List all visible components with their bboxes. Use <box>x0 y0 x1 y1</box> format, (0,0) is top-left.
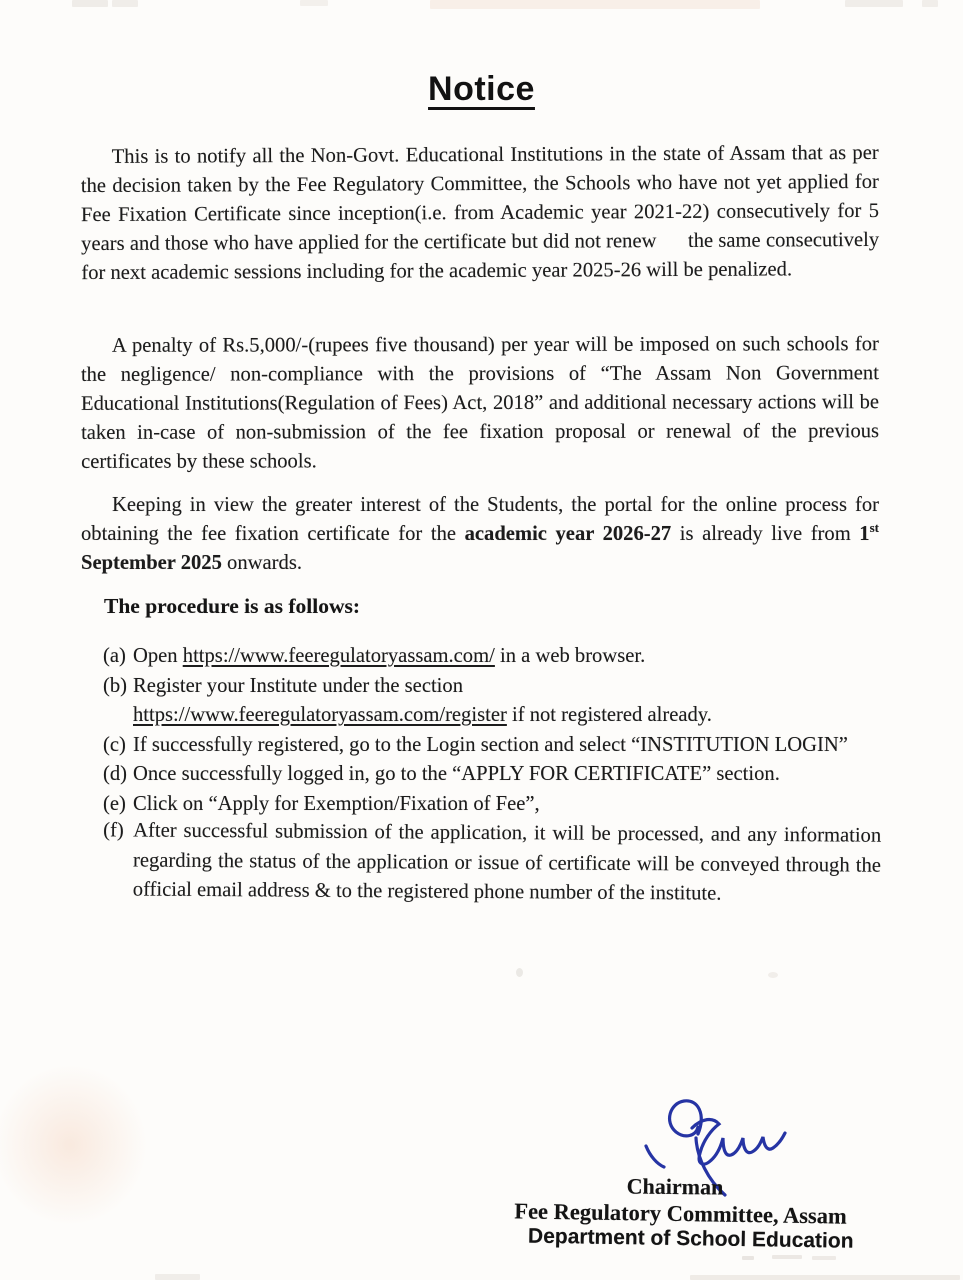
step-item-f <box>103 816 882 910</box>
step-a-pre: Open <box>133 645 183 667</box>
url-link-portal[interactable]: https://www.feeregulatoryassam.com/ <box>182 645 495 667</box>
step-text: After successful submission of the application, it will be processed, and any information regarding the status of the application or issue of certificate will be conveyed through the official email address & to the registered phone number of the institute. <box>132 819 882 905</box>
step-b-post: if not registered already. <box>506 704 712 726</box>
scan-edge-artifact <box>845 0 903 7</box>
scan-edge-artifact <box>72 0 108 7</box>
step-a-post: in a web browser. <box>494 645 646 667</box>
para3-bold-date-num: 1 <box>859 523 870 545</box>
procedure-heading: The procedure is as follows: <box>104 594 361 618</box>
para3-text-1: Keeping in view the greater interest of the Students, the portal for the online process for obtaining the fee fixation certificate for the <box>81 494 879 545</box>
signature-loop-stroke <box>670 1101 702 1136</box>
scan-edge-artifact <box>112 0 138 7</box>
para3-bold-academic-year: academic year 2026-27 <box>464 523 672 545</box>
step-b-line1: Register your Institute under the section <box>133 674 463 697</box>
url-link-register[interactable]: https://www.feeregulatoryassam.com/register <box>133 704 507 726</box>
para3-bold-date-rest: September 2025 <box>81 552 222 574</box>
step-marker: (c) <box>103 733 126 756</box>
step-text: Once successfully logged in, go to the “APPLY FOR CERTIFICATE” section. <box>133 763 780 785</box>
scan-edge-artifact <box>155 1274 200 1280</box>
step-marker: (e) <box>103 792 126 815</box>
scan-edge-artifact <box>430 0 760 9</box>
scan-edge-artifact <box>300 0 328 6</box>
step-item-b <box>103 672 881 731</box>
scan-edge-artifact <box>690 1275 960 1280</box>
step-b-line2 <box>133 701 881 731</box>
step-text <box>133 672 881 731</box>
scan-edge-artifact <box>922 0 938 7</box>
step-item-d <box>103 760 881 790</box>
step-text: Click on “Apply for Exemption/Fixation of Fee”, <box>133 792 540 815</box>
scan-edge-artifact <box>812 1256 836 1260</box>
step-item-a <box>103 642 881 672</box>
step-marker: (f) <box>103 819 124 842</box>
notice-title: Notice <box>428 70 535 108</box>
procedure-steps-list <box>103 642 881 908</box>
signer-organization: Fee Regulatory Committee, Assam <box>514 1198 847 1229</box>
scan-edge-artifact <box>772 1255 802 1259</box>
step-marker: (a) <box>103 645 126 667</box>
step-text <box>133 642 881 672</box>
signature-flourish-stroke <box>692 1119 785 1164</box>
para3-bold-date-ordinal: st <box>869 520 879 536</box>
step-marker: (d) <box>103 763 128 785</box>
scan-smudge <box>0 1030 180 1260</box>
step-text: If successfully registered, go to the Login section and select “INSTITUTION LOGIN” <box>133 733 848 756</box>
para3-text-3: onwards. <box>221 552 302 574</box>
scan-edge-artifact <box>742 1256 754 1260</box>
signer-title: Chairman <box>626 1173 724 1200</box>
scan-smudge <box>516 968 523 977</box>
para3-text-2: is already live from <box>671 523 860 545</box>
paragraph-portal-live <box>81 491 879 578</box>
step-marker: (b) <box>103 674 128 697</box>
signature-tick-stroke <box>646 1146 664 1167</box>
paragraph-intro: This is to notify all the Non-Govt. Educational Institutions in the state of Assam that as per the decision taken by the Fee Regulatory Committee, the Schools who have not yet applied for Fee Fixation Certificate since inception(i.e. from Academic year 2021-22) consecutively for 5 years and those who have applied for the certificate but did not renew the same consecutively for next academic sessions including for the academic year 2025-26 will be penalized. <box>80 141 880 285</box>
step-item-e <box>103 790 881 820</box>
step-item-c <box>103 731 881 761</box>
scan-smudge <box>768 972 778 978</box>
paragraph-penalty: A penalty of Rs.5,000/-(rupees five thousand) per year will be imposed on such schools for the negligence/ non-compliance with the provisions of “The Assam Non Government Educational Institutions(Regulation of Fees) Act, 2018” and additional necessary actions will be taken in-case of non-submission of the fee fixation proposal or renewal of the previous certificates by these schools. <box>80 333 880 473</box>
signer-department: Department of School Education <box>527 1224 854 1253</box>
